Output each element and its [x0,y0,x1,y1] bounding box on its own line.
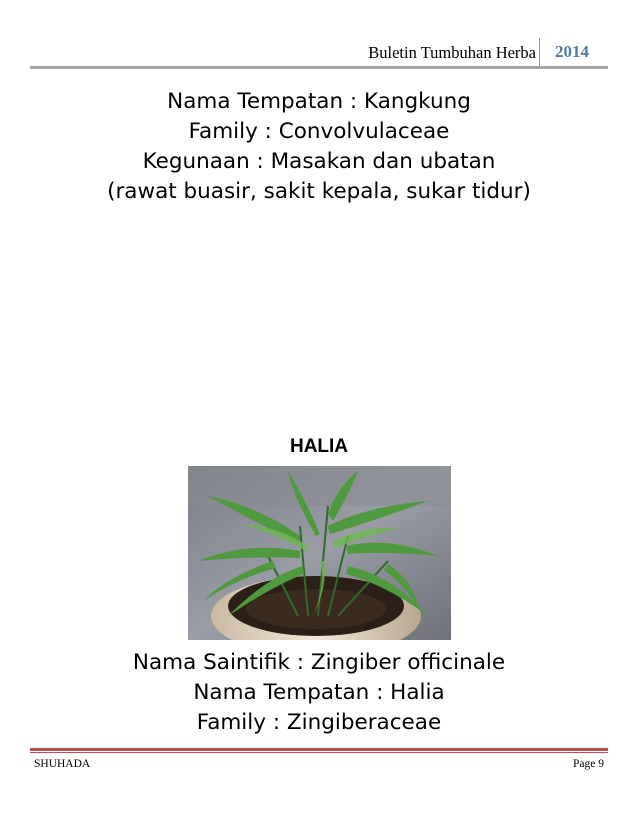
kangkung-usage: Kegunaan : Masakan dan ubatan [142,149,496,174]
ginger-plant-photo [188,466,451,640]
kangkung-details [0,87,638,207]
page-header [30,38,608,66]
halia-scientific-name: Nama Saintifik : Zingiber officinale [132,650,506,675]
footer-rule [30,748,608,751]
header-divider [539,38,540,66]
bulletin-title: Buletin Tumbuhan Herba [368,43,536,62]
bulletin-year: 2014 [555,42,589,61]
halia-details [0,648,638,738]
halia-heading: HALIA [289,436,349,457]
kangkung-family: Family : Convolvulaceae [188,119,450,144]
kangkung-local-name: Nama Tempatan : Kangkung [167,89,471,114]
footer-rule-thin [30,752,608,753]
footer-author: SHUHADA [34,758,91,770]
kangkung-usage-detail: (rawat buasir, sakit kepala, sukar tidur) [107,179,531,204]
halia-family: Family : Zingiberaceae [196,710,442,735]
header-rule [30,66,608,69]
page-number: Page 9 [573,758,604,770]
halia-local-name: Nama Tempatan : Halia [193,680,445,705]
